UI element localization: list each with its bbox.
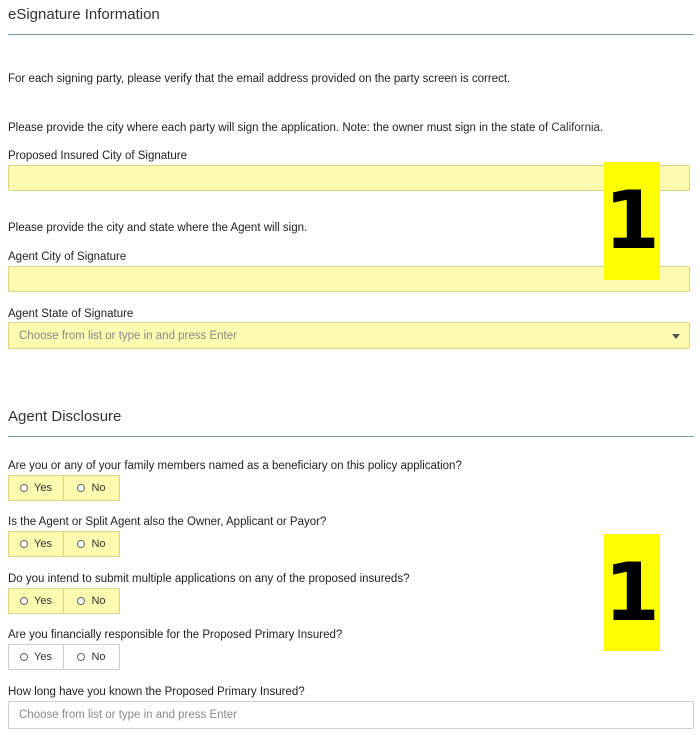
yes-label: Yes — [34, 482, 52, 494]
city-instruction-text — [8, 122, 603, 134]
no-label: No — [91, 651, 106, 663]
agent-owner-no-radio[interactable] — [64, 531, 120, 557]
radio-circle-icon — [77, 484, 85, 492]
question-beneficiary: Are you or any of your family members named as a beneficiary on this policy application? — [8, 460, 462, 472]
city-instruction-state: California — [551, 122, 600, 134]
insured-city-label: Proposed Insured City of Signature — [8, 150, 187, 162]
radio-circle-icon — [20, 484, 28, 492]
yes-label: Yes — [34, 538, 52, 550]
multiple-apps-yes-radio[interactable] — [8, 588, 64, 614]
beneficiary-no-radio[interactable] — [64, 475, 120, 501]
agent-state-label: Agent State of Signature — [8, 308, 134, 320]
city-instruction-suffix: . — [599, 122, 604, 134]
financially-responsible-no-radio[interactable] — [64, 644, 120, 670]
radio-circle-icon — [20, 540, 28, 548]
agent-owner-yes-radio[interactable] — [8, 531, 64, 557]
esignature-section-title: eSignature Information — [8, 6, 160, 23]
agent-city-input[interactable] — [8, 266, 690, 292]
yes-label: Yes — [34, 595, 52, 607]
no-label: No — [91, 538, 106, 550]
insured-city-input[interactable] — [8, 165, 690, 191]
question-financially-responsible: Are you financially responsible for the Proposed Primary Insured? — [8, 629, 343, 641]
no-label: No — [91, 595, 106, 607]
agent-state-select[interactable] — [8, 322, 690, 349]
beneficiary-radio-group — [8, 475, 120, 501]
yes-label: Yes — [34, 651, 52, 663]
agent-state-placeholder: Choose from list or type in and press Enter — [19, 330, 237, 342]
financially-responsible-radio-group — [8, 644, 120, 670]
multiple-apps-radio-group — [8, 588, 120, 614]
question-agent-owner: Is the Agent or Split Agent also the Owner, Applicant or Payor? — [8, 516, 327, 528]
known-duration-placeholder: Choose from list or type in and press Enter — [19, 709, 237, 721]
question-multiple-apps: Do you intend to submit multiple applications on any of the proposed insureds? — [8, 573, 410, 585]
badge-top: 1 — [604, 162, 660, 280]
known-duration-label: How long have you known the Proposed Primary Insured? — [8, 686, 305, 698]
chevron-down-icon[interactable] — [672, 334, 680, 339]
agent-owner-radio-group — [8, 531, 120, 557]
radio-circle-icon — [77, 540, 85, 548]
disclosure-divider — [8, 436, 694, 437]
verify-email-text: For each signing party, please verify that the email address provided on the party screen is correct. — [8, 73, 511, 85]
agent-instruction-text: Please provide the city and state where the Agent will sign. — [8, 222, 308, 234]
financially-responsible-yes-radio[interactable] — [8, 644, 64, 670]
beneficiary-yes-radio[interactable] — [8, 475, 64, 501]
badge-bottom: 1 — [604, 534, 660, 651]
city-instruction-prefix: Please provide the city where each party will sign the application. Note: the owner must sign in the state of — [8, 122, 552, 134]
radio-circle-icon — [20, 653, 28, 661]
multiple-apps-no-radio[interactable] — [64, 588, 120, 614]
known-duration-select[interactable] — [8, 701, 694, 729]
no-label: No — [91, 482, 106, 494]
agent-city-label: Agent City of Signature — [8, 251, 127, 263]
esignature-divider — [8, 34, 694, 35]
disclosure-section-title: Agent Disclosure — [8, 408, 122, 425]
radio-circle-icon — [20, 597, 28, 605]
radio-circle-icon — [77, 597, 85, 605]
radio-circle-icon — [77, 653, 85, 661]
